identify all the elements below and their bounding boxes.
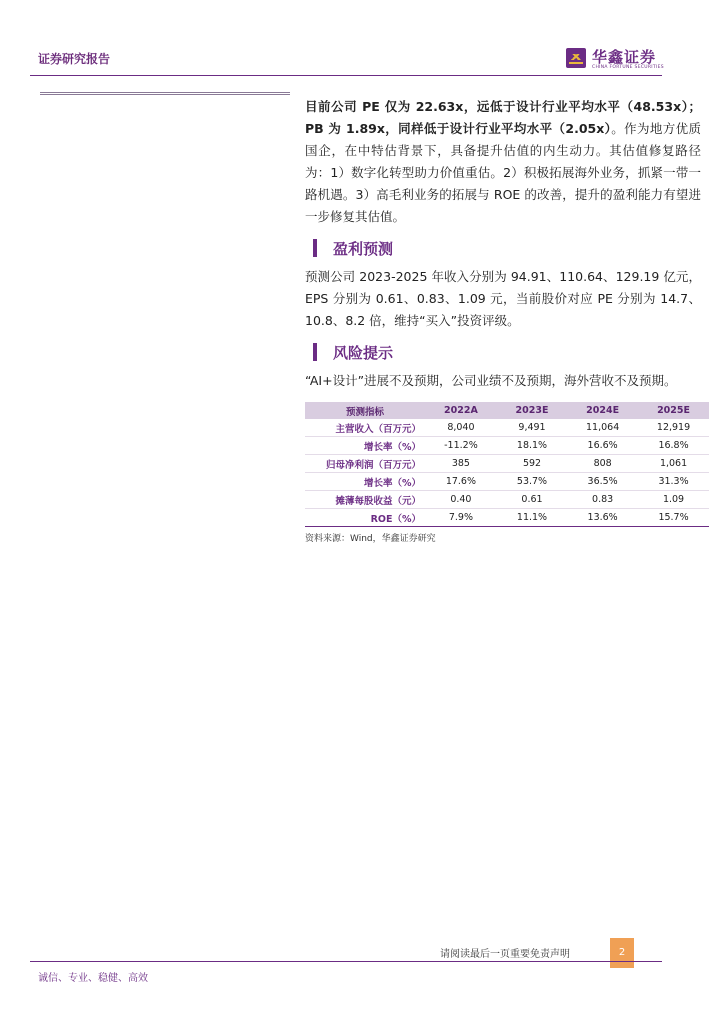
table-cell: 8,040 — [425, 419, 497, 437]
table-row — [305, 419, 709, 437]
table-cell: 0.83 — [567, 491, 638, 509]
row-label: 摊薄每股收益（元） — [305, 491, 425, 509]
risk-paragraph: “AI+设计”进展不及预期，公司业绩不及预期，海外营收不及预期。 — [305, 373, 677, 388]
page-number: 2 — [610, 938, 634, 968]
table-cell: 16.6% — [567, 437, 638, 455]
table-cell: 36.5% — [567, 473, 638, 491]
table-header: 2023E — [497, 402, 567, 419]
row-label: 增长率（%） — [305, 437, 425, 455]
valuation-bold-text: 目前公司 PE 仅为 22.63x，远低于设计行业平均水平（48.53x）；PB 为 1.89x，同样低于设计行业平均水平（2.05x） — [305, 99, 701, 136]
table-header: 预测指标 — [305, 402, 425, 419]
table-cell: 808 — [567, 455, 638, 473]
table-row — [305, 473, 709, 491]
table-cell: 31.3% — [638, 473, 709, 491]
logo-crown-icon — [566, 48, 586, 68]
table-cell: 17.6% — [425, 473, 497, 491]
table-header-row — [305, 402, 709, 419]
table-row — [305, 455, 709, 473]
section-earnings-forecast — [305, 236, 701, 260]
row-label: ROE（%） — [305, 509, 425, 527]
table-cell: 0.61 — [497, 491, 567, 509]
table-cell: 385 — [425, 455, 497, 473]
company-motto: 诚信、专业、稳健、高效 — [38, 973, 148, 984]
header-divider — [30, 75, 662, 76]
forecast-table — [305, 402, 709, 527]
table-cell: 7.9% — [425, 509, 497, 527]
table-cell: 592 — [497, 455, 567, 473]
table-cell: 15.7% — [638, 509, 709, 527]
section-title: 盈利预测 — [333, 239, 394, 258]
table-cell: 0.40 — [425, 491, 497, 509]
earnings-paragraph: 预测公司 2023-2025 年收入分别为 94.91、110.64、129.19 亿元，EPS 分别为 0.61、0.83、1.09 元，当前股价对应 PE 分别为 14.7、10.8、8.2 倍，维持“买入”投资评级。 — [305, 269, 701, 328]
row-label: 归母净利润（百万元） — [305, 455, 425, 473]
table-cell: 9,491 — [497, 419, 567, 437]
table-cell: -11.2% — [425, 437, 497, 455]
section-bar — [313, 343, 317, 361]
table-cell: 1.09 — [638, 491, 709, 509]
table-cell: 18.1% — [497, 437, 567, 455]
table-cell: 1,061 — [638, 455, 709, 473]
table-cell: 13.6% — [567, 509, 638, 527]
section-title: 风险提示 — [333, 343, 394, 362]
table-row — [305, 509, 709, 527]
table-source-note: 资料来源：Wind，华鑫证券研究 — [305, 534, 436, 544]
valuation-text: 。作为地方优质国企，在中特估背景下，具备提升估值的内生动力。其估值修复路径为：1）数字化转型助力价值重估。2）积极拓展海外业务，抓紧一带一路机遇。3）高毛利业务的拓展与 ROE 的改善，提升的盈利能力有望进一步修复其估值。 — [305, 121, 701, 224]
report-header-title: 证券研究报告 — [38, 52, 111, 66]
row-label: 主营收入（百万元） — [305, 419, 425, 437]
table-header: 2022A — [425, 402, 497, 419]
table-cell: 11,064 — [567, 419, 638, 437]
disclaimer-notice: 请阅读最后一页重要免责声明 — [440, 949, 570, 960]
table-cell: 53.7% — [497, 473, 567, 491]
section-bar — [313, 239, 317, 257]
table-cell: 12,919 — [638, 419, 709, 437]
section-risk — [305, 340, 701, 364]
table-header: 2025E — [638, 402, 709, 419]
logo-text-en: CHINA FORTUNE SECURITIES — [592, 65, 664, 70]
main-content — [305, 96, 701, 544]
table-row — [305, 437, 709, 455]
table-cell: 11.1% — [497, 509, 567, 527]
footer-divider — [30, 961, 662, 962]
table-row — [305, 491, 709, 509]
table-header: 2024E — [567, 402, 638, 419]
valuation-paragraph — [305, 96, 701, 228]
sidebar-divider — [40, 92, 290, 95]
company-logo — [566, 44, 678, 74]
table-cell: 16.8% — [638, 437, 709, 455]
logo-text-cn: 华鑫证券 — [592, 48, 657, 66]
row-label: 增长率（%） — [305, 473, 425, 491]
